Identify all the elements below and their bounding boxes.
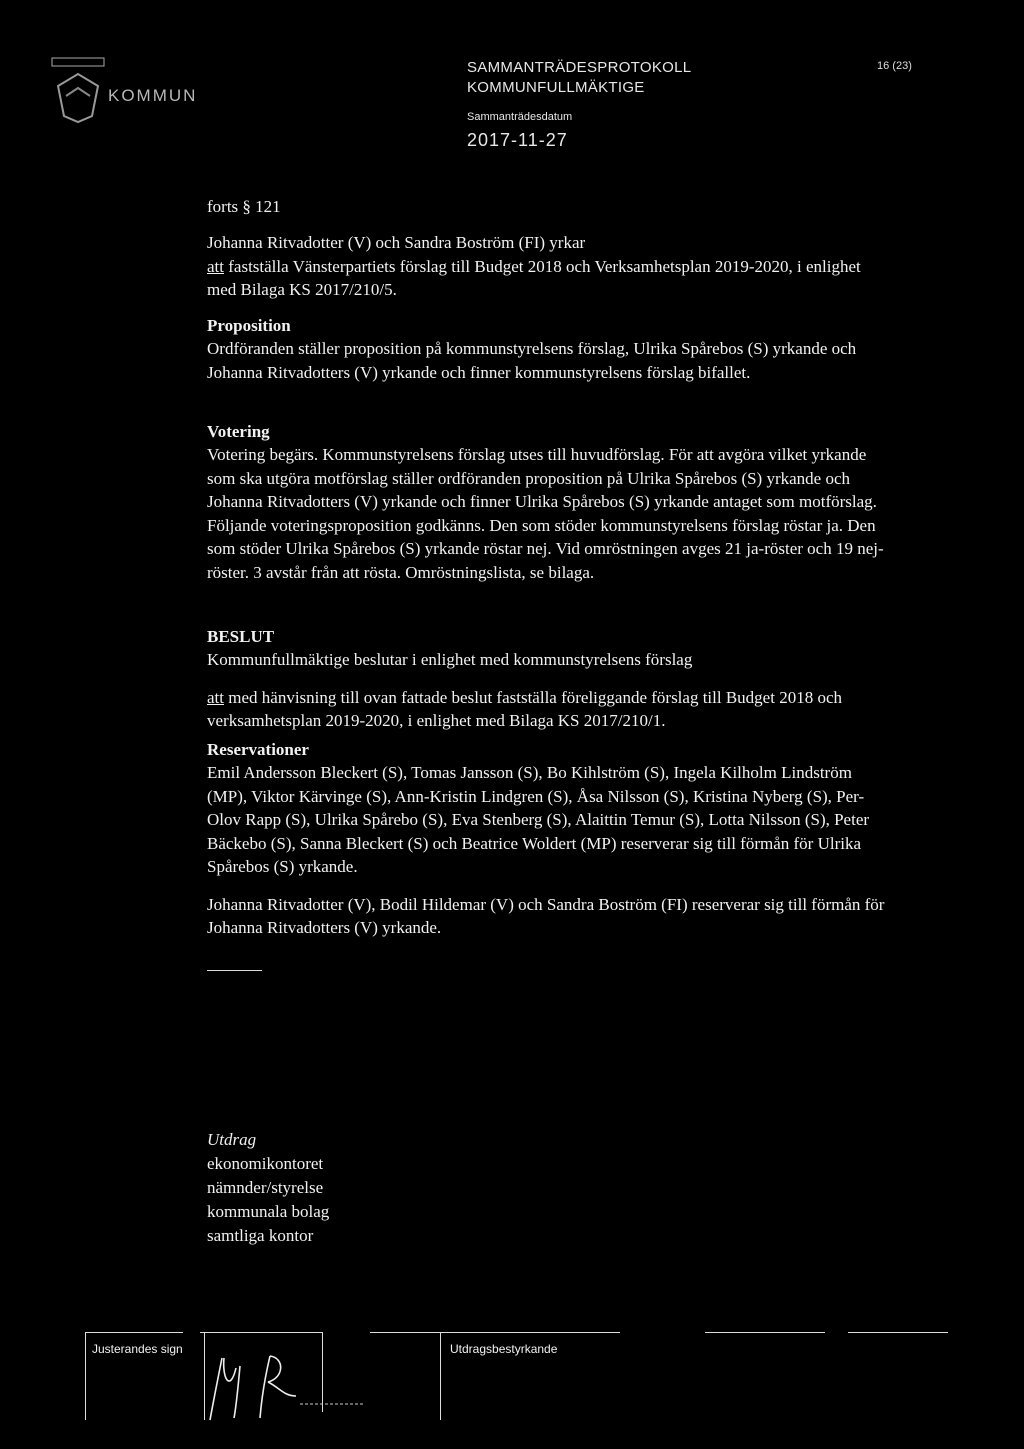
page-number: 16 (23) bbox=[877, 60, 912, 72]
proposition-text: Ordföranden ställer proposition på kommunstyrelsens förslag, Ulrika Spårebos (S) yrkande och Johanna Ritvadotters (V) yrkande och finner kommunstyrelsens förslag bifallet. bbox=[207, 339, 857, 382]
proposition-block bbox=[207, 314, 887, 384]
votering-heading: Votering bbox=[207, 422, 270, 441]
motion-att: att bbox=[207, 256, 224, 276]
votering-block bbox=[207, 420, 887, 584]
logo-kommun-text: KOMMUN bbox=[108, 86, 198, 105]
proposition-heading: Proposition bbox=[207, 316, 291, 335]
utdrag-recipient: nämnder/styrelse bbox=[207, 1178, 324, 1197]
reservationer-block bbox=[207, 738, 887, 940]
meeting-date: 2017-11-27 bbox=[467, 130, 568, 150]
motion-intro: Johanna Ritvadotter (V) och Sandra Boström (FI) yrkar bbox=[207, 233, 586, 252]
utdrag-block bbox=[207, 1128, 329, 1248]
footer-line bbox=[848, 1332, 948, 1333]
footer-vline bbox=[440, 1332, 441, 1420]
beslut-att-text: med hänvisning till ovan fattade beslut fastställa föreliggande förslag till Budget 2018 och verksamhetsplan 2019-2020, i enlighet med Bilaga KS 2017/210/1. bbox=[207, 687, 842, 730]
utdrag-label: Utdrag bbox=[207, 1130, 257, 1149]
coat-of-arms-icon bbox=[48, 56, 108, 126]
footer-line bbox=[705, 1332, 825, 1333]
reservation-1: Emil Andersson Bleckert (S), Tomas Jansson (S), Bo Kihlström (S), Ingela Kilholm Lindström (MP), Viktor Kärvinge (S), Ann-Kristin Lindgren (S), Åsa Nilsson (S), Kristina Nyberg (S), Per-Olov Rapp (S), Ulrika Spårebo (S), Eva Stenberg (S), Alaittin Temur (S), Lotta Nilsson (S), Peter Bäckebo (S), Sanna Bleckert (S) och Beatrice Woldert (MP) reserverar sig till förmån för Ulrika Spårebos (S) yrkande. bbox=[207, 763, 870, 876]
doc-body: KOMMUNFULLMÄKTIGE bbox=[467, 79, 645, 96]
motion-text: fastställa Vänsterpartiets förslag till Budget 2018 och Verksamhetsplan 2019-2020, i enlighet med Bilaga KS 2017/210/5. bbox=[207, 256, 861, 299]
footer-vline bbox=[85, 1332, 86, 1420]
date-label: Sammanträdesdatum bbox=[467, 111, 573, 123]
footer-line bbox=[85, 1332, 183, 1333]
utdragsbestyrkande-label: Utdragsbestyrkande bbox=[450, 1342, 558, 1356]
justerandes-sign-label: Justerandes sign bbox=[92, 1342, 183, 1356]
votering-text: Votering begärs. Kommunstyrelsens förslag utses till huvudförslag. För att avgöra vilket yrkande som ska utgöra motförslag ställer ordföranden proposition på Ulrika Spårebos (S) yrkande och Johanna Ritvadotters (V) yrkande och finner Ulrika Spårebos (S) yrkande antaget som motförslag. Följande voteringsproposition godkänns. Den som stöder kommunstyrelsens förslag röstar ja. Den som stöder Ulrika Spårebos (S) yrkande röstar nej. Vid omröstningen avges 21 ja-röster och 19 nej-röster. 3 avstår från att rösta. Omröstningslista, se bilaga. bbox=[207, 445, 884, 582]
utdrag-recipient: kommunala bolag bbox=[207, 1202, 330, 1221]
utdrag-recipient: samtliga kontor bbox=[207, 1226, 314, 1245]
document-title bbox=[467, 58, 691, 98]
divider bbox=[207, 970, 262, 971]
motion-paragraph bbox=[207, 255, 887, 302]
utdrag-recipient: ekonomikontoret bbox=[207, 1154, 324, 1173]
footer bbox=[0, 1320, 1024, 1430]
footer-line bbox=[200, 1332, 322, 1333]
doc-type: SAMMANTRÄDESPROTOKOLL bbox=[467, 59, 692, 76]
beslut-text: Kommunfullmäktige beslutar i enlighet med kommunstyrelsens förslag bbox=[207, 650, 693, 669]
motion-block bbox=[207, 231, 887, 302]
beslut-att-paragraph bbox=[207, 686, 887, 733]
signature-icon bbox=[200, 1338, 370, 1428]
beslut-heading: BESLUT bbox=[207, 627, 275, 646]
beslut-block bbox=[207, 625, 887, 733]
footer-line bbox=[370, 1332, 620, 1333]
reservationer-heading: Reservationer bbox=[207, 740, 309, 759]
section-ref: forts § 121 bbox=[207, 197, 281, 216]
municipality-logo bbox=[48, 56, 208, 136]
reservation-2: Johanna Ritvadotter (V), Bodil Hildemar (V) och Sandra Boström (FI) reserverar sig till förmån för Johanna Ritvadotters (V) yrkande. bbox=[207, 894, 885, 937]
beslut-att: att bbox=[207, 687, 224, 707]
